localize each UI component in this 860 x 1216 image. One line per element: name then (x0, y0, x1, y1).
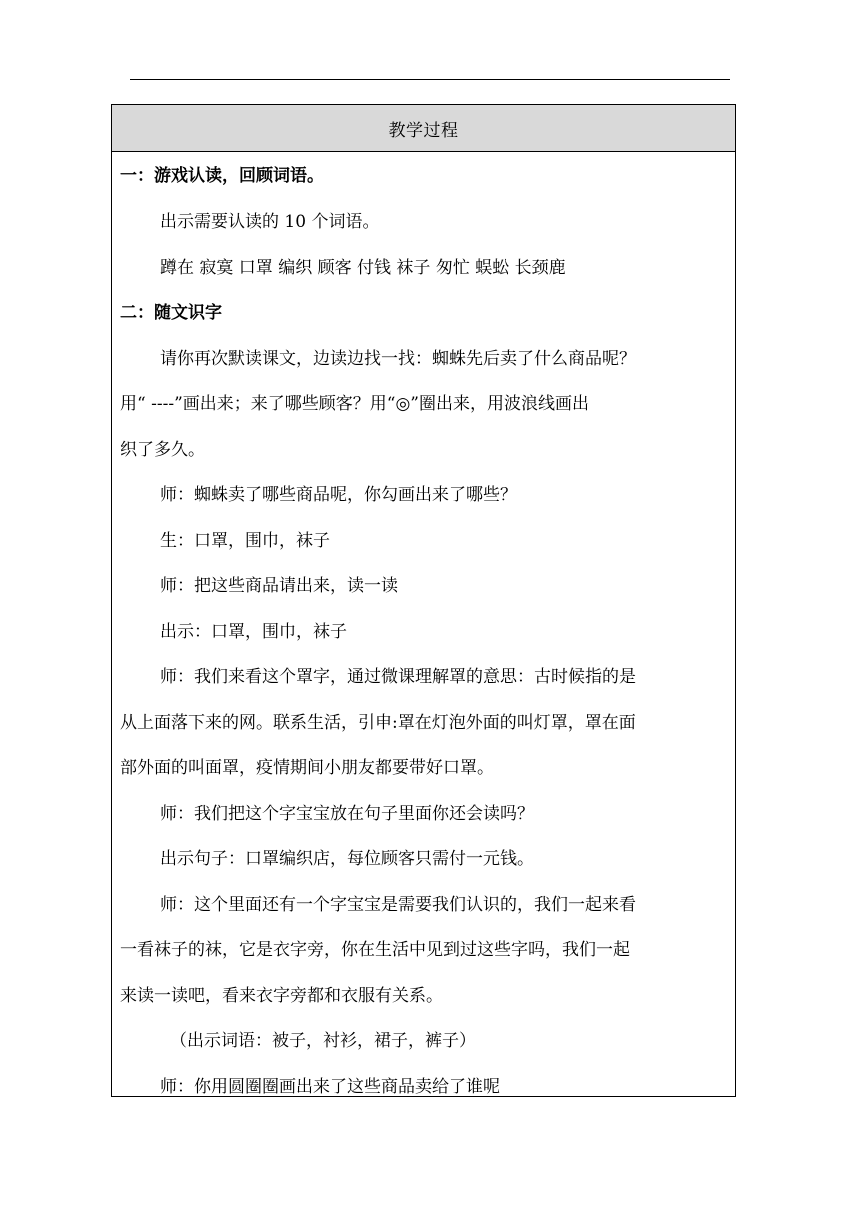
lesson-table (111, 104, 736, 1097)
paragraph-line: 师：把这些商品请出来，读一读 (160, 576, 398, 596)
paragraph-line: 师：我们来看这个罩字，通过微课理解罩的意思：古时候指的是 (160, 667, 636, 687)
paragraph-line: 请你再次默读课文，边读边找一找：蜘蛛先后卖了什么商品呢？ (160, 348, 636, 369)
section-heading-1: 一：游戏认读，回顾词语。 (120, 166, 324, 186)
paragraph-line: 师：这个里面还有一个字宝宝是需要我们认识的，我们一起来看 (160, 894, 636, 915)
paragraph-line: 来读一读吧，看来衣字旁都和衣服有关系。 (120, 985, 443, 1006)
paragraph-line: 师：我们把这个字宝宝放在句子里面你还会读吗？ (160, 803, 534, 824)
paragraph-line: 从上面落下来的网。联系生活，引申:罩在灯泡外面的叫灯罩，罩在面 (120, 712, 636, 733)
vocabulary-list: 蹲在 寂寞 口罩 编织 顾客 付钱 袜子 匆忙 蜈蚣 长颈鹿 (160, 257, 566, 278)
page-header-rule (130, 79, 730, 80)
table-header: 教学过程 (112, 105, 735, 152)
paragraph-line: 一看袜子的袜，它是衣字旁，你在生活中见到过这些字吗，我们一起 (120, 940, 630, 960)
paragraph-line: （出示词语：被子，衬衫，裙子，裤子） (170, 1031, 476, 1051)
paragraph-line: 出示句子：口罩编织店，每位顾客只需付一元钱。 (160, 849, 534, 869)
paragraph-line: 出示需要认读的 10 个词语。 (160, 212, 380, 232)
paragraph-line: 师：你用圆圈圈画出来了这些商品卖给了谁呢 (160, 1076, 500, 1097)
table-body (112, 152, 735, 1110)
paragraph-line: 织了多久。 (120, 439, 205, 460)
paragraph-line: 出示：口罩，围巾，袜子 (160, 621, 347, 642)
paragraph-line: 师：蜘蛛卖了哪些商品呢，你勾画出来了哪些？ (160, 485, 517, 505)
paragraph-line: 用“ ----”画出来；来了哪些顾客？用“◎”圈出来，用波浪线画出 (120, 394, 589, 414)
section-heading-2: 二：随文识字 (120, 303, 222, 323)
paragraph-line: 部外面的叫面罩，疫情期间小朋友都要带好口罩。 (120, 758, 494, 778)
paragraph-line: 生：口罩，围巾，袜子 (160, 530, 330, 551)
